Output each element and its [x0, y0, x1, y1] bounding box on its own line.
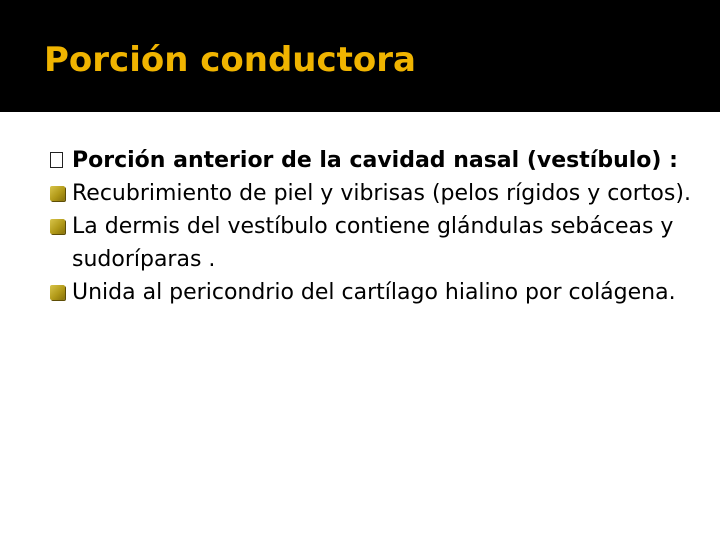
slide-title: Porción conductora [44, 40, 416, 80]
empty-box-icon [50, 152, 63, 168]
bullet-text: Porción anterior de la cavidad nasal (vestíbulo) : [72, 148, 678, 173]
bullet-item-skin [50, 177, 710, 210]
bullet-item-perichondrium [50, 276, 710, 309]
bullet-text: La dermis del vestíbulo contiene glándulas sebáceas y sudoríparas . [72, 214, 674, 272]
bullet-item-dermis [50, 210, 710, 276]
bullet-item-vestibule [50, 144, 710, 177]
bullet-list [50, 144, 710, 309]
q-square-icon [50, 219, 65, 234]
q-square-icon [50, 186, 65, 201]
title-bar [0, 0, 720, 112]
bullet-text: Recubrimiento de piel y vibrisas (pelos rígidos y cortos). [72, 181, 691, 206]
bullet-text: Unida al pericondrio del cartílago hialino por colágena. [72, 280, 676, 305]
q-square-icon [50, 285, 65, 300]
